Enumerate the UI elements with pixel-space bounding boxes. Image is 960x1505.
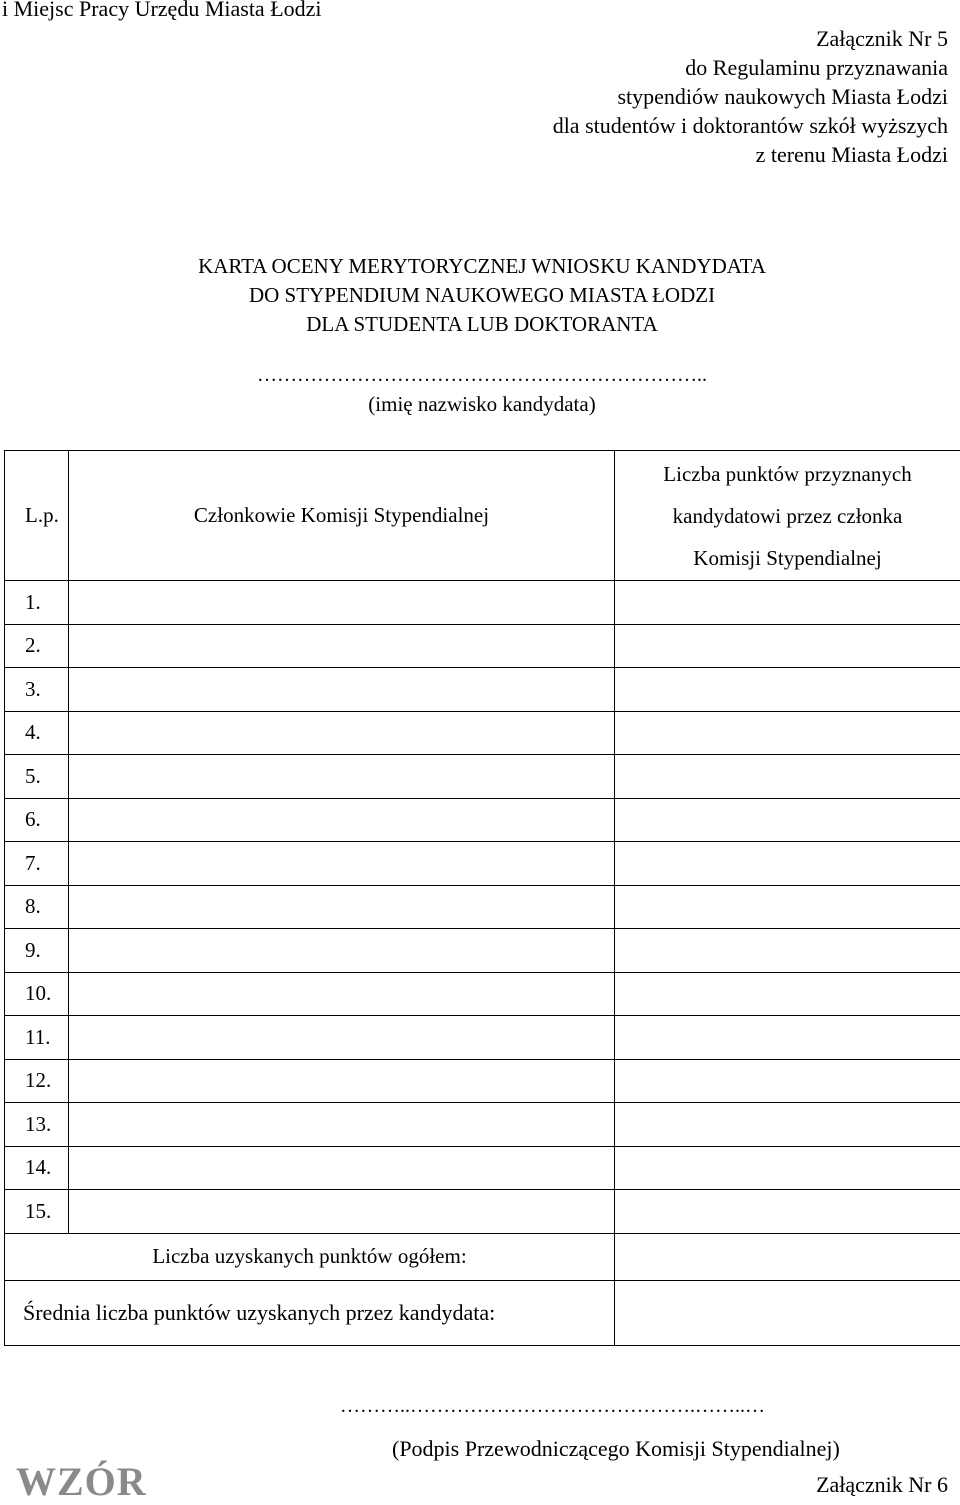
member-cell [69, 1146, 615, 1190]
table-row [5, 1103, 960, 1147]
table-row [5, 668, 960, 712]
row-number: 14. [5, 1146, 69, 1190]
points-cell [615, 668, 960, 712]
document-title [0, 252, 960, 339]
attachment-line: stypendiów naukowych Miasta Łodzi [553, 82, 948, 111]
row-number: 7. [5, 842, 69, 886]
row-number: 6. [5, 798, 69, 842]
attachment-block [553, 24, 948, 169]
watermark-text: WZÓR [16, 1458, 147, 1505]
points-cell [615, 1146, 960, 1190]
table-row [5, 581, 960, 625]
row-number: 10. [5, 972, 69, 1016]
row-number: 5. [5, 755, 69, 799]
row-number: 12. [5, 1059, 69, 1103]
title-line: KARTA OCENY MERYTORYCZNEJ WNIOSKU KANDYDATA [0, 252, 960, 281]
average-row [5, 1280, 960, 1345]
table-row [5, 1190, 960, 1234]
header-lp: L.p. [5, 451, 69, 581]
member-cell [69, 1190, 615, 1234]
points-cell [615, 929, 960, 973]
candidate-name-caption: (imię nazwisko kandydata) [0, 392, 960, 417]
table-row [5, 755, 960, 799]
member-cell [69, 1016, 615, 1060]
row-number: 11. [5, 1016, 69, 1060]
average-label: Średnia liczba punktów uzyskanych przez kandydata: [5, 1280, 615, 1345]
points-cell [615, 711, 960, 755]
header-points [615, 451, 960, 581]
table-row [5, 1016, 960, 1060]
attachment-line: Załącznik Nr 5 [553, 24, 948, 53]
row-number: 13. [5, 1103, 69, 1147]
signature-line: ………..…………………………………….……..… [340, 1395, 765, 1418]
total-row [5, 1233, 960, 1280]
total-label: Liczba uzyskanych punktów ogółem: [5, 1233, 615, 1280]
table-row [5, 1146, 960, 1190]
points-cell [615, 1016, 960, 1060]
member-cell [69, 972, 615, 1016]
points-cell [615, 1190, 960, 1234]
points-cell [615, 798, 960, 842]
header-members: Członkowie Komisji Stypendialnej [69, 451, 615, 581]
points-cell [615, 624, 960, 668]
table-row [5, 624, 960, 668]
attachment-line: z terenu Miasta Łodzi [553, 140, 948, 169]
member-cell [69, 929, 615, 973]
header-points-line: Komisji Stypendialnej [615, 537, 960, 579]
table-row [5, 972, 960, 1016]
table-row [5, 885, 960, 929]
row-number: 8. [5, 885, 69, 929]
title-line: DLA STUDENTA LUB DOKTORANTA [0, 310, 960, 339]
candidate-name-field: ………………………………………………………….. [0, 364, 960, 387]
member-cell [69, 1059, 615, 1103]
member-cell [69, 711, 615, 755]
attachment-line: do Regulaminu przyznawania [553, 53, 948, 82]
attachment-line: dla studentów i doktorantów szkół wyższych [553, 111, 948, 140]
table-row [5, 1059, 960, 1103]
table-row [5, 798, 960, 842]
footer-attachment: Załącznik Nr 6 [816, 1472, 948, 1498]
average-value-cell [615, 1280, 960, 1345]
member-cell [69, 798, 615, 842]
table-header-row [5, 451, 960, 581]
row-number: 2. [5, 624, 69, 668]
row-number: 9. [5, 929, 69, 973]
title-line: DO STYPENDIUM NAUKOWEGO MIASTA ŁODZI [0, 281, 960, 310]
evaluation-table [4, 450, 960, 1346]
signature-caption: (Podpis Przewodniczącego Komisji Stypendialnej) [392, 1436, 840, 1462]
points-cell [615, 1059, 960, 1103]
table-row [5, 842, 960, 886]
points-cell [615, 1103, 960, 1147]
points-cell [615, 842, 960, 886]
table-row [5, 929, 960, 973]
row-number: 3. [5, 668, 69, 712]
member-cell [69, 1103, 615, 1147]
row-number: 15. [5, 1190, 69, 1234]
member-cell [69, 624, 615, 668]
member-cell [69, 885, 615, 929]
member-cell [69, 842, 615, 886]
row-number: 1. [5, 581, 69, 625]
top-line-text: i Miejsc Pracy Urzędu Miasta Łodzi [2, 0, 322, 22]
row-number: 4. [5, 711, 69, 755]
points-cell [615, 972, 960, 1016]
total-value-cell [615, 1233, 960, 1280]
header-points-line: Liczba punktów przyznanych [615, 453, 960, 495]
member-cell [69, 755, 615, 799]
points-cell [615, 885, 960, 929]
member-cell [69, 581, 615, 625]
member-cell [69, 668, 615, 712]
points-cell [615, 755, 960, 799]
table-row [5, 711, 960, 755]
points-cell [615, 581, 960, 625]
header-points-line: kandydatowi przez członka [615, 495, 960, 537]
